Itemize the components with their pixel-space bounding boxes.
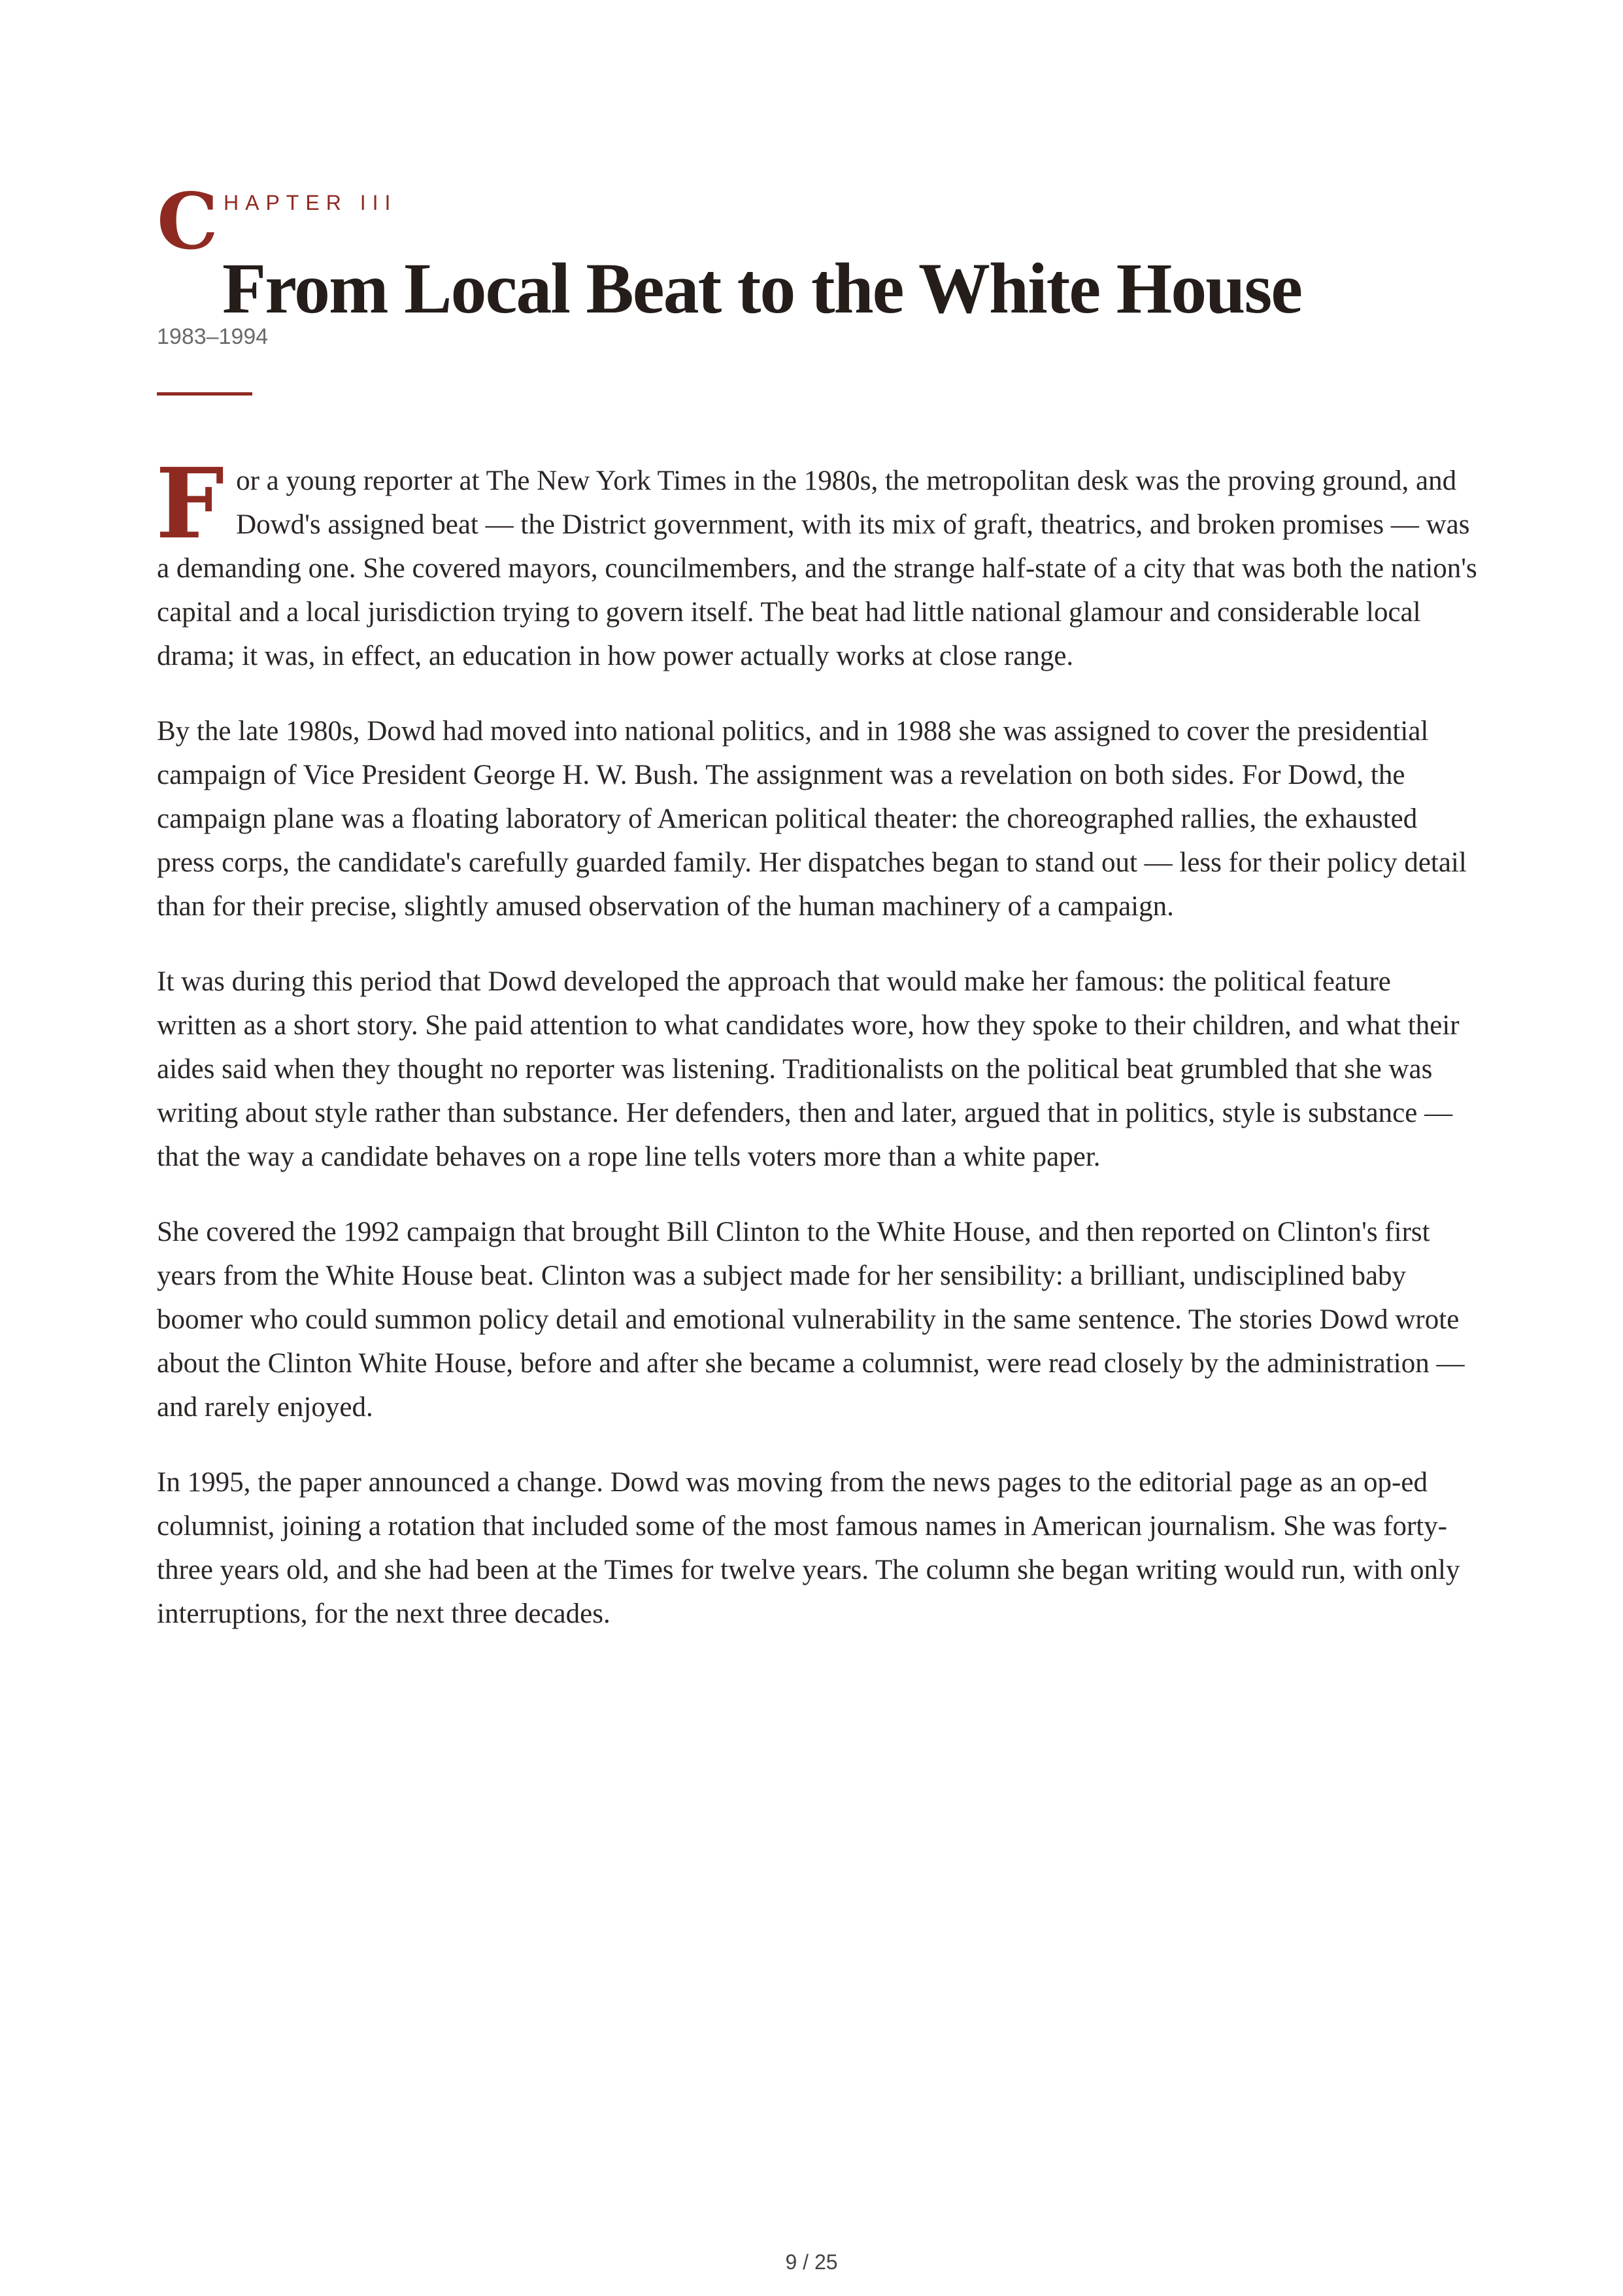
drop-cap: F (156, 447, 225, 560)
chapter-initial: C (157, 176, 218, 267)
paragraph-5: In 1995, the paper announced a change. Dowd was moving from the news pages to the editorial page as an op-ed columnist, joining a rotation that included some of the most famous names in American journalism. She was forty-three years old, and she had been at the Times for twelve years. The column she began writing would run, with only interruptions, for the next three decades. (157, 1467, 1460, 1629)
paragraph-3: It was during this period that Dowd developed the approach that would make her famous: the political feature written as a short story. She paid attention to what candidates wore, how they spoke to their children, and what their aides said when they thought no reporter was listening. Traditionalists on the political beat grumbled that she was writing about style rather than substance. Her defenders, then and later, argued that in politics, style is substance — that the way a candidate behaves on a rope line tells voters more than a white paper. (157, 966, 1460, 1172)
title-divider (157, 392, 252, 396)
paragraph-1-text: or a young reporter at The New York Times in the 1980s, the metropolitan desk was the proving ground, and Dowd's assigned beat — the District government, with its mix of graft, theatrics, and broken promises — was a demanding one. She covered mayors, councilmembers, and the strange half-state of a city that was both the nation's capital and a local jurisdiction trying to govern itself. The beat had little national glamour and considerable local drama; it was, in effect, an education in how power actually works at close range. (157, 465, 1477, 671)
chapter-dates: 1983–1994 (157, 324, 269, 349)
chapter-title: From Local Beat to the White House (222, 248, 1302, 328)
chapter-label: HAPTER III (224, 191, 397, 214)
paragraph-4: She covered the 1992 campaign that brought Bill Clinton to the White House, and then reported on Clinton's first years from the White House beat. Clinton was a subject made for her sensibility: a brilliant, undisciplined baby boomer who could summon policy detail and emotional vulnerability in the same sentence. The stories Dowd wrote about the Clinton White House, before and after she became a columnist, were read closely by the administration — and rarely enjoyed. (157, 1217, 1465, 1423)
paragraph-1 (156, 447, 1477, 678)
chapter-body (156, 447, 1477, 1667)
paragraph-2: By the late 1980s, Dowd had moved into national politics, and in 1988 she was assigned to cover the presidential campaign of Vice President George H. W. Bush. The assignment was a revelation on both sides. For Dowd, the campaign plane was a floating laboratory of American political theater: the choreographed rallies, the exhausted press corps, the candidate's carefully guarded family. Her dispatches began to stand out — less for their policy detail than for their precise, slightly amused observation of the human machinery of a campaign. (157, 716, 1467, 922)
page-number: 9 / 25 (785, 2250, 838, 2274)
